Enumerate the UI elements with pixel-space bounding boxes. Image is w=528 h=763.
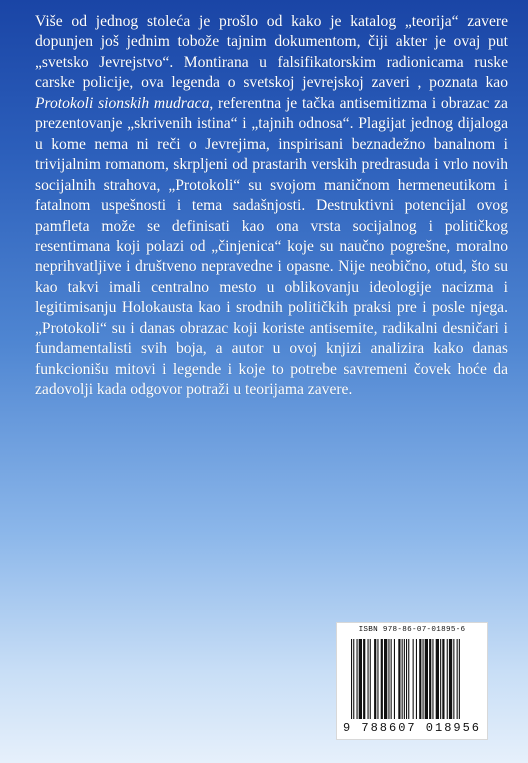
back-cover-blurb (35, 12, 508, 401)
barcode-bars (349, 639, 479, 719)
blurb-text-part2: , referentna je tačka antisemitizma i obrazac za prezentovanje „skrivenih istina“ i „tajnih odnosa“. Plagijat jednog dijaloga u kome nema ni reči o Jevrejima, inspirisani beznadežno banalnom i trivijalnim romanom, skrpljeni od prastarih verskih predrasuda i vrlo novih socijalnih strahova, „Protokoli“ su svojom maničnom hermeneutikom i fatalnom uspešnosti i tema sadašnjosti. Destruktivni potencijal ovog pamfleta može se definisati kao ona vrsta socijalnog i političkog resentimana koji polazi od „činjenica“ koje su naučno pogrešne, moralno neprihvatljive i društveno nepravedne i opasne. Nije neobično, otud, što su kao takvi imali centralno mesto u oblikovanju ideologije nacizma i legitimisanju Holokausta kao i srodnih političkih praksi pre i posle njega. „Protokoli“ su i danas obrazac koji koriste antisemite, radikalni desničari i fundamentalisti svih boja, a autor u ovoj knjizi analizira kako danas funkcionišu mitovi i legende i koje to potrebe savremeni čovek hoće da zadovolji kada odgovor potraži u teorijama zavere. (35, 94, 508, 399)
isbn-barcode (336, 622, 488, 740)
ean-digits: 9 788607 018956 (342, 721, 482, 735)
book-title-italic: Protokoli sionskih mudraca (35, 94, 210, 112)
blurb-text-part1: Više od jednog stoleća je prošlo od kako je katalog „teorija“ zavere dopunjen još jednim tobože tajnim dokumentom, čiji akter je ovaj put „svetsko Jevrejstvo“. Montirana u falsifikatorskim radionicama ruske carske policije, ova legenda o svetskoj jevrejskoj zaveri , poznata kao (35, 13, 508, 92)
isbn-label: ISBN 978-86-07-01895-6 (358, 626, 466, 634)
